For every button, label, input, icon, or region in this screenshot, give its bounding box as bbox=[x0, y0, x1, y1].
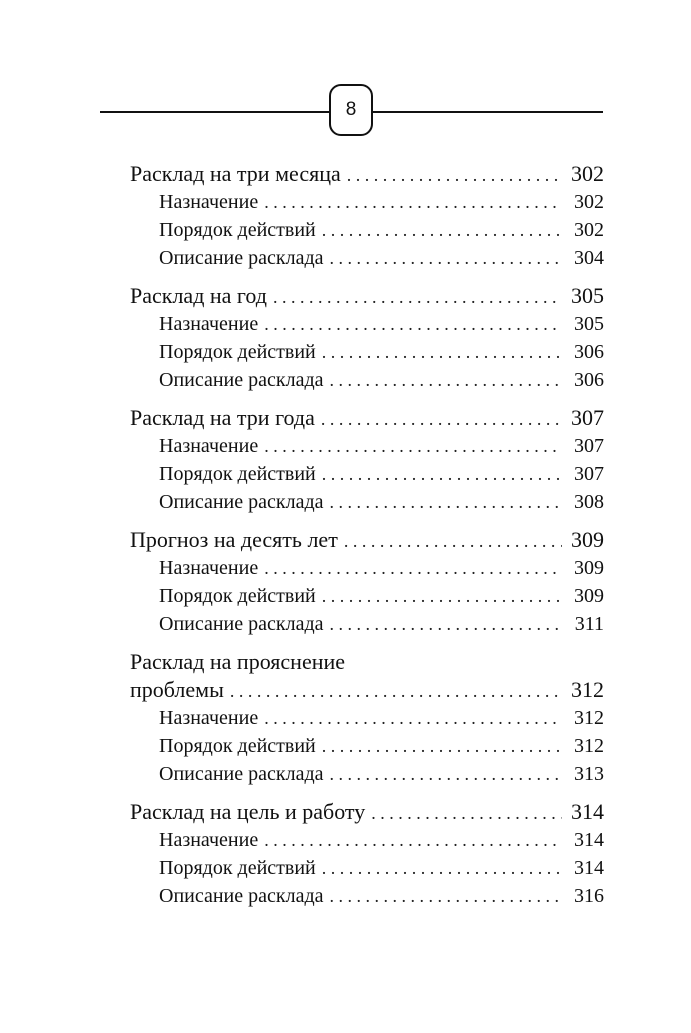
toc-subentry-label: Описание расклада bbox=[159, 613, 324, 635]
toc-subentry-page: 312 bbox=[574, 735, 604, 757]
toc-entry-title: проблемы bbox=[130, 677, 224, 702]
toc-entry[interactable] bbox=[130, 676, 604, 704]
toc-subentry-label: Назначение bbox=[159, 707, 259, 729]
toc-entry-title-line1: Расклад на прояснение bbox=[130, 649, 346, 674]
toc-section bbox=[130, 160, 604, 272]
toc-subentry-page: 306 bbox=[574, 369, 604, 391]
toc-subentry-page: 316 bbox=[574, 885, 604, 907]
toc-subentry[interactable] bbox=[130, 704, 604, 732]
toc-subentry[interactable] bbox=[130, 582, 604, 610]
toc-subentry-label: Порядок действий bbox=[159, 463, 316, 485]
toc-subentry-label: Порядок действий bbox=[159, 585, 316, 607]
toc-subentry-page: 307 bbox=[574, 435, 604, 457]
dot-leader bbox=[264, 188, 562, 216]
toc-subentry-page: 314 bbox=[574, 857, 604, 879]
toc-subentry-page: 314 bbox=[574, 829, 604, 851]
toc-subentry[interactable] bbox=[130, 338, 604, 366]
toc-entry-page: 305 bbox=[571, 283, 604, 308]
toc-subentry[interactable] bbox=[130, 244, 604, 272]
toc-entry[interactable] bbox=[130, 160, 604, 188]
toc-entry[interactable] bbox=[130, 282, 604, 310]
toc-entry-title: Расклад на цель и работу bbox=[130, 799, 366, 824]
dot-leader bbox=[330, 882, 562, 910]
toc-subentry-label: Описание расклада bbox=[159, 369, 324, 391]
dot-leader bbox=[264, 554, 562, 582]
toc-subentry-page: 306 bbox=[574, 341, 604, 363]
toc-subentry[interactable] bbox=[130, 882, 604, 910]
toc-subentry[interactable] bbox=[130, 460, 604, 488]
dot-leader bbox=[273, 283, 562, 311]
toc-subentry-page: 309 bbox=[574, 557, 604, 579]
toc-subentry-page: 305 bbox=[574, 313, 604, 335]
toc-subentry[interactable] bbox=[130, 854, 604, 882]
dot-leader bbox=[322, 216, 562, 244]
toc-subentry[interactable] bbox=[130, 554, 604, 582]
toc-entry-page: 302 bbox=[571, 161, 604, 186]
dot-leader bbox=[322, 460, 562, 488]
toc-subentry[interactable] bbox=[130, 826, 604, 854]
dot-leader bbox=[330, 244, 562, 272]
toc-subentry-label: Назначение bbox=[159, 829, 259, 851]
toc-subentry-label: Описание расклада bbox=[159, 491, 324, 513]
header-rule-right bbox=[373, 111, 603, 113]
toc-section bbox=[130, 404, 604, 516]
dot-leader bbox=[264, 432, 562, 460]
toc-entry[interactable] bbox=[130, 526, 604, 554]
toc-entry-title: Прогноз на десять лет bbox=[130, 527, 338, 552]
toc-entry-page: 312 bbox=[571, 677, 604, 702]
dot-leader bbox=[264, 310, 562, 338]
page-header bbox=[0, 0, 691, 160]
toc-subentry[interactable] bbox=[130, 216, 604, 244]
toc-section bbox=[130, 526, 604, 638]
dot-leader bbox=[230, 677, 562, 705]
page-number-badge bbox=[329, 84, 373, 136]
toc-subentry-label: Порядок действий bbox=[159, 857, 316, 879]
toc-entry[interactable] bbox=[130, 798, 604, 826]
table-of-contents bbox=[130, 160, 604, 920]
toc-subentry[interactable] bbox=[130, 760, 604, 788]
toc-subentry[interactable] bbox=[130, 610, 604, 638]
dot-leader bbox=[322, 732, 562, 760]
toc-subentry-page: 312 bbox=[574, 707, 604, 729]
dot-leader bbox=[330, 488, 562, 516]
toc-entry[interactable] bbox=[130, 404, 604, 432]
toc-entry-page: 314 bbox=[571, 799, 604, 824]
toc-subentry-label: Порядок действий bbox=[159, 735, 316, 757]
toc-entry-title: Расклад на три года bbox=[130, 405, 315, 430]
toc-subentry-label: Порядок действий bbox=[159, 219, 316, 241]
toc-subentry[interactable] bbox=[130, 188, 604, 216]
toc-subentry-label: Порядок действий bbox=[159, 341, 316, 363]
toc-subentry[interactable] bbox=[130, 432, 604, 460]
toc-section bbox=[130, 648, 604, 788]
toc-subentry-label: Назначение bbox=[159, 313, 259, 335]
toc-subentry-label: Описание расклада bbox=[159, 247, 324, 269]
page-number: 8 bbox=[345, 99, 357, 120]
toc-subentry-page: 313 bbox=[574, 763, 604, 785]
toc-subentry-page: 302 bbox=[574, 191, 604, 213]
toc-subentry-page: 308 bbox=[574, 491, 604, 513]
dot-leader bbox=[344, 527, 562, 555]
toc-subentry-label: Назначение bbox=[159, 191, 259, 213]
toc-subentry[interactable] bbox=[130, 366, 604, 394]
toc-entry-title: Расклад на год bbox=[130, 283, 267, 308]
dot-leader bbox=[330, 610, 562, 638]
dot-leader bbox=[322, 338, 562, 366]
toc-subentry-page: 302 bbox=[574, 219, 604, 241]
toc-subentry[interactable] bbox=[130, 488, 604, 516]
toc-section bbox=[130, 798, 604, 910]
toc-subentry-page: 311 bbox=[574, 613, 604, 635]
dot-leader bbox=[330, 760, 562, 788]
toc-section bbox=[130, 282, 604, 394]
toc-subentry-page: 304 bbox=[574, 247, 604, 269]
toc-subentry[interactable] bbox=[130, 732, 604, 760]
toc-subentry[interactable] bbox=[130, 310, 604, 338]
toc-entry-page: 309 bbox=[571, 527, 604, 552]
dot-leader bbox=[330, 366, 562, 394]
toc-subentry-label: Описание расклада bbox=[159, 885, 324, 907]
toc-subentry-page: 307 bbox=[574, 463, 604, 485]
dot-leader bbox=[322, 854, 562, 882]
toc-entry-title: Расклад на три месяца bbox=[130, 161, 341, 186]
toc-entry-title-line[interactable] bbox=[130, 648, 604, 676]
dot-leader bbox=[322, 582, 562, 610]
dot-leader bbox=[264, 704, 562, 732]
dot-leader bbox=[347, 161, 562, 189]
toc-subentry-page: 309 bbox=[574, 585, 604, 607]
toc-subentry-label: Назначение bbox=[159, 557, 259, 579]
toc-subentry-label: Назначение bbox=[159, 435, 259, 457]
dot-leader bbox=[321, 405, 562, 433]
toc-subentry-label: Описание расклада bbox=[159, 763, 324, 785]
header-rule-left bbox=[100, 111, 330, 113]
dot-leader bbox=[371, 799, 562, 827]
toc-entry-page: 307 bbox=[571, 405, 604, 430]
dot-leader bbox=[264, 826, 562, 854]
